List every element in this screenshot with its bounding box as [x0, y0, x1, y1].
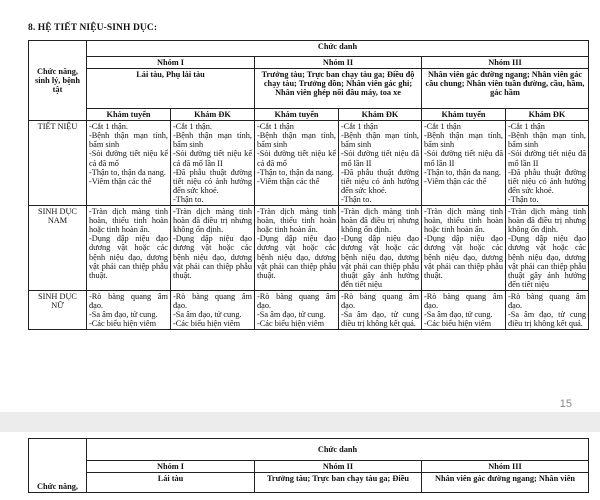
criteria-cell [87, 290, 171, 329]
criteria-item: -Cắt 1 thận [341, 122, 378, 132]
criteria-item: -Cắt 1 thận. [173, 122, 212, 132]
function-header: Chức năng, sinh lý, bệnh tật [29, 41, 87, 121]
group-roles: Nhân viên gác đường ngang; Nhân viên [422, 473, 589, 493]
criteria-item: -Sa âm đạo, tử cung. [257, 310, 326, 320]
chuc-danh-header: Chức danh [87, 41, 589, 57]
criteria-item: -Bệnh thận mạn tính, bẩm sinh [173, 131, 252, 150]
criteria-item: -Sỏi đường tiết niệu kể cả đã mổ [89, 149, 168, 168]
criteria-item: -Dụng dập niệu đạo dương vật hoặc các bệnh niệu đạo, dương vật phải can thiệp phẫu thuật. [424, 234, 503, 280]
criteria-cell [255, 206, 339, 291]
criteria-item: -Thận to, thận đa nang. [89, 167, 166, 177]
criteria-item: -Dụng dập niệu đạo dương vật hoặc các bệnh niệu đạo, dương vật phải can thiệp phẫu thuật. [173, 234, 252, 280]
group-header: Nhóm I [87, 461, 255, 473]
criteria-cell [339, 206, 422, 291]
row-category-label: TIẾT NIỆU [29, 121, 87, 206]
group-roles: Trưởng tàu; Trực ban chạy tàu ga; Điều [255, 473, 422, 493]
criteria-cell [87, 206, 171, 291]
criteria-item: -Rò bàng quang âm đạo. [89, 291, 168, 310]
page-number: 15 [559, 398, 572, 410]
criteria-item: -Các biểu hiện viêm [89, 319, 157, 329]
criteria-item: -Tràn dịch màng tinh hoàn, thiểu tinh hoàn hoặc tinh hoàn ẩn. [89, 207, 168, 235]
criteria-item: -Thận to. [341, 194, 372, 204]
criteria-item: -Sa âm đạo, tử cung. [173, 310, 242, 320]
criteria-item: -Bệnh thận mạn tính, bẩm sinh [341, 131, 419, 150]
criteria-item: -Sa âm đạo, tử cung điều trị không kết quả. [341, 310, 419, 329]
criteria-cell [339, 121, 422, 206]
group-roles: Lái tàu, Phụ lái tàu [87, 69, 255, 109]
criteria-cell [422, 121, 506, 206]
criteria-item: -Rò bàng quang âm đạo. [424, 291, 503, 310]
group-roles: Nhân viên gác đường ngang; Nhân viên gác cầu chung; Nhân viên tuần đường, cầu, hầm, gác hầm [422, 69, 589, 109]
criteria-item: -Tràn dịch màng tinh hoàn đã điều trị nhưng không ổn định. [341, 207, 419, 235]
criteria-cell [506, 290, 589, 329]
criteria-item: -Viêm thận các thể [89, 176, 152, 186]
criteria-item: -Viêm thận các thể [257, 176, 320, 186]
criteria-item: -Sỏi đường tiết niệu kể cả đã mổ lần II [173, 149, 252, 168]
table-row [29, 290, 589, 329]
exam-type-header: Khám ĐK [506, 109, 589, 121]
chuc-danh-header: Chức danh [87, 439, 589, 461]
exam-type-header: Khám tuyển [87, 109, 171, 121]
exam-type-header: Khám tuyển [422, 109, 506, 121]
criteria-item: -Sa âm đạo, tử cung. [89, 310, 158, 320]
criteria-item: -Tràn dịch màng tinh hoàn đã điều trị nhưng không ổn định. [173, 207, 252, 235]
criteria-cell [171, 290, 255, 329]
table-body [29, 121, 589, 330]
row-category-label: SINH DỤC NAM [29, 206, 87, 291]
criteria-item: -Tràn dịch màng tinh hoàn, thiểu tinh hoàn hoặc tinh hoàn ẩn. [424, 207, 503, 235]
row-category-label: SINH DỤC NỮ [29, 290, 87, 329]
criteria-item: -Đã phẫu thuật đường tiết niệu có ảnh hưởng đến sức khoẻ. [341, 167, 419, 195]
criteria-item: -Viêm thận các thể [424, 176, 487, 186]
criteria-item: -Sỏi đường tiết niệu kể cả đã mổ [257, 149, 336, 168]
health-criteria-table [28, 40, 589, 330]
criteria-item: -Cắt 1 thận. [89, 122, 128, 132]
exam-type-header: Khám ĐK [339, 109, 422, 121]
criteria-item: -Bệnh thận mạn tính, bẩm sinh [508, 131, 586, 150]
criteria-cell [339, 290, 422, 329]
criteria-item: -Dụng dập niệu đạo dương vật hoặc các bệnh niệu đạo, dương vật phải can thiệp phẫu thuật gây ảnh hưởng đến tiết niệu [341, 234, 419, 289]
criteria-item: -Cắt 1 thận [257, 122, 294, 132]
page-gap [0, 412, 600, 432]
criteria-item: -Bệnh thận mạn tính, bẩm sinh [424, 131, 503, 150]
criteria-item: -Thận to, thận đa nang. [257, 167, 334, 177]
criteria-item: -Đã phẫu thuật đường tiết niệu có ảnh hưởng đến sức khoẻ. [173, 167, 252, 195]
group-header: Nhóm III [422, 57, 589, 69]
criteria-item: -Bệnh thận mạn tính, bẩm sinh [257, 131, 336, 150]
section-title: 8. HỆ TIẾT NIỆU-SINH DỤC: [28, 23, 158, 33]
criteria-cell [87, 121, 171, 206]
criteria-item: -Cắt 1 thận [508, 122, 545, 132]
criteria-item: -Rò bàng quang âm đạo. [508, 291, 586, 310]
criteria-item: -Sa âm đạo, tử cung điều trị không kết quả. [508, 310, 586, 329]
criteria-item: -Các biểu hiện viêm [424, 319, 492, 329]
criteria-cell [506, 206, 589, 291]
group-header: Nhóm II [255, 461, 422, 473]
group-header: Nhóm II [255, 57, 422, 69]
criteria-item: -Sỏi đường tiết niệu đã mổ lần II [424, 149, 503, 168]
table-row [29, 121, 589, 206]
exam-type-header: Khám ĐK [171, 109, 255, 121]
group-roles: Trưởng tàu; Trực ban chạy tàu ga; Điều độ chạy tàu; Trưởng dồn; Nhân viên gác ghi; Nhân viên ghép nối đầu máy, toa xe [255, 69, 422, 109]
criteria-item: -Dụng dập niệu đạo dương vật hoặc các bệnh niệu đạo, dương vật phải can thiệp phẫu thuật gây ảnh hưởng đến tiết niệu [508, 234, 586, 289]
criteria-item: -Rò bàng quang âm đạo. [173, 291, 252, 310]
criteria-item: -Dụng dập niệu đạo dương vật hoặc các bệnh niệu đạo, dương vật phải can thiệp phẫu thuật. [257, 234, 336, 280]
function-header: Chức năng, [29, 439, 87, 493]
criteria-item: -Sỏi đường tiết niệu đã mổ lần II [508, 149, 586, 168]
criteria-item: -Sa âm đạo, tử cung. [424, 310, 493, 320]
group-roles: Lái tàu [87, 473, 255, 493]
criteria-cell [255, 121, 339, 206]
next-page-table [28, 438, 589, 493]
criteria-item: -Tràn dịch màng tinh hoàn, thiểu tinh hoàn hoặc tinh hoàn ẩn. [257, 207, 336, 235]
criteria-cell [171, 206, 255, 291]
criteria-cell [171, 121, 255, 206]
criteria-item: -Các biểu hiện viêm [257, 319, 325, 329]
criteria-item: -Đã phẫu thuật đường tiết niệu có ảnh hưởng đến sức khoẻ. [508, 167, 586, 195]
criteria-cell [506, 121, 589, 206]
group-header: Nhóm III [422, 461, 589, 473]
criteria-item: -Rò bàng quang âm đạo. [341, 291, 419, 310]
criteria-item: -Các biểu hiện viêm [173, 319, 241, 329]
criteria-item: -Thận to, thận đa nang. [424, 167, 501, 177]
criteria-item: -Sỏi đường tiết niệu đã mổ lần II [341, 149, 419, 168]
criteria-item: -Tràn dịch màng tinh hoàn đã điều trị nhưng không ổn định. [508, 207, 586, 235]
criteria-cell [422, 206, 506, 291]
exam-type-header: Khám tuyển [255, 109, 339, 121]
criteria-cell [255, 290, 339, 329]
table-row [29, 206, 589, 291]
criteria-item: -Dụng dập niệu đạo dương vật hoặc các bệnh niệu đạo, dương vật phải can thiệp phẫu thuật. [89, 234, 168, 280]
criteria-item: -Thận to. [173, 194, 204, 204]
criteria-item: -Bệnh thận mạn tính, bẩm sinh [89, 131, 168, 150]
criteria-cell [422, 290, 506, 329]
criteria-item: -Thận to. [508, 194, 539, 204]
criteria-item: -Cắt 1 thận [424, 122, 461, 132]
criteria-item: -Rò bàng quang âm đạo. [257, 291, 336, 310]
next-page [0, 432, 600, 500]
group-header: Nhóm I [87, 57, 255, 69]
